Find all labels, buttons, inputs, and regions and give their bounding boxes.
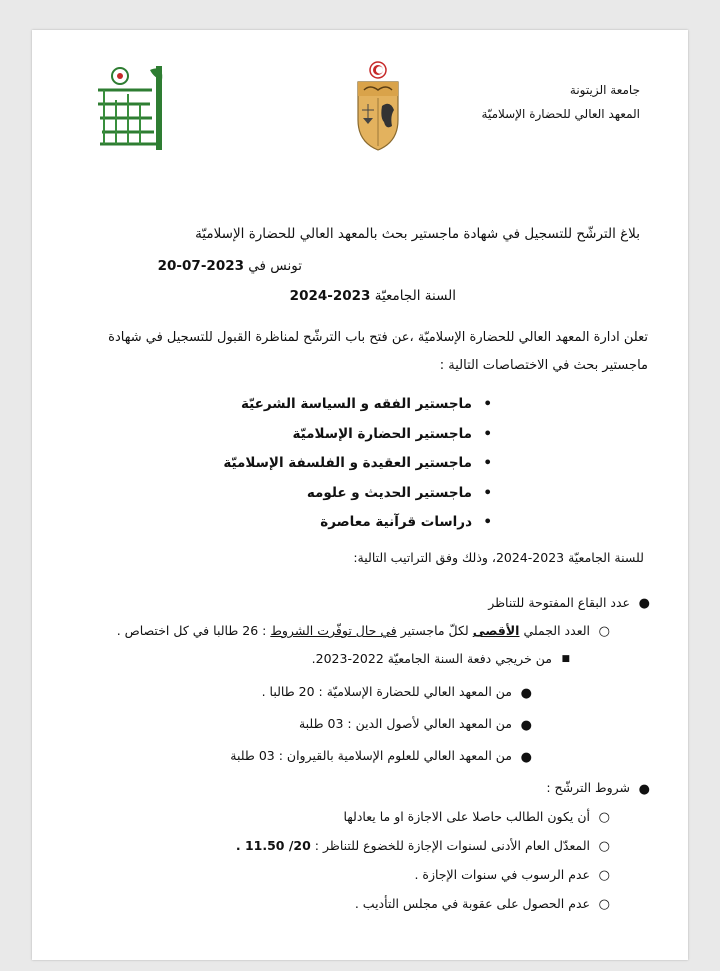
list-item: من المعهد العالي للعلوم الإسلامية بالقيروان : 03 طلبة: [230, 748, 512, 763]
list-item: عدم الحصول على عقوبة في مجلس التأديب .: [354, 896, 590, 911]
seats-total-max: الأقصى: [472, 623, 520, 638]
list-item: • ماجستير الفقه و السياسة الشرعيّة: [52, 390, 472, 420]
intro-paragraph: [42, 324, 648, 380]
min-average-value: 20/ 11.50 .: [235, 838, 311, 853]
list-item: • ماجستير الحضارة الإسلاميّة: [52, 420, 472, 450]
bullet-icon: ●: [638, 782, 650, 797]
institute-logo-icon: [92, 60, 172, 152]
majors-list: [52, 390, 498, 538]
seats-total-prefix: العدد الجملي: [523, 623, 590, 638]
list-item: • ماجستير الحديث و علومه: [52, 479, 472, 509]
academic-year: [290, 288, 456, 304]
square-bullet-icon: ■: [561, 654, 570, 664]
institute-name: المعهد العالي للحضارة الإسلاميّة: [481, 107, 640, 121]
circle-bullet-icon: ○: [598, 868, 610, 883]
graduates-line: من خريجي دفعة السنة الجامعيّة 2022-2023.: [311, 651, 552, 666]
date-value: 2023-07-20: [157, 258, 244, 274]
list-item: • دراسات قرآنية معاصرة: [52, 508, 472, 538]
circle-bullet-icon: ○: [598, 839, 610, 854]
bullet-icon: ●: [520, 718, 532, 733]
bullet-icon: ●: [520, 686, 532, 701]
university-name: جامعة الزيتونة: [569, 83, 640, 97]
list-item: من المعهد العالي للحضارة الإسلاميّة : 20 طالبا .: [261, 684, 512, 699]
seats-total-condition: في حال توفّرت الشروط: [270, 623, 397, 638]
intro-line-2: ماجستير بحث في الاختصاصات التالية :: [439, 358, 648, 373]
circle-bullet-icon: ○: [598, 624, 610, 639]
announcement-date: [158, 258, 302, 274]
academic-year-prefix: السنة الجامعيّة: [374, 288, 456, 304]
header-institution: [440, 78, 640, 126]
intro-line-1: تعلن ادارة المعهد العالي للحضارة الإسلاميّة ،عن فتح باب الترشّح لمناظرة القبول للتسجيل في شهادة: [108, 330, 648, 345]
academic-year-value: 2023-2024: [289, 288, 371, 304]
list-item: عدم الرسوب في سنوات الإجازة .: [414, 867, 590, 882]
list-item: أن يكون الطالب حاصلا على الاجازة او ما يعادلها: [343, 809, 590, 824]
list-item: • ماجستير العقيدة و الفلسفة الإسلاميّة: [52, 449, 472, 479]
bullet-icon: ●: [520, 750, 532, 765]
seats-total-mid: لكلّ ماجستير: [400, 623, 469, 638]
seats-total-count: : 26 طالبا في كل اختصاص .: [116, 623, 267, 638]
list-item: من المعهد العالي لأصول الدين : 03 طلبة: [298, 716, 512, 731]
conditions-heading: شروط الترشّح :: [546, 780, 630, 795]
document-page: [32, 30, 688, 960]
circle-bullet-icon: ○: [598, 810, 610, 825]
min-average-label: المعدّل العام الأدنى لسنوات الإجازة للخضوع للتناظر :: [314, 838, 590, 853]
date-prefix: تونس في: [248, 258, 302, 274]
circle-bullet-icon: ○: [598, 897, 610, 912]
seats-heading: عدد البقاع المفتوحة للتناظر: [488, 595, 630, 610]
bullet-icon: ●: [638, 596, 650, 611]
coat-of-arms-icon: [354, 60, 402, 152]
seats-total: [117, 623, 590, 638]
announcement-title: بلاغ الترشّح للتسجيل في شهادة ماجستير بحث بالمعهد العالي للحضارة الإسلاميّة: [195, 226, 640, 242]
list-item: [236, 838, 590, 853]
regulations-intro: للسنة الجامعيّة 2023-2024، وذلك وفق التراتيب التالية:: [353, 550, 644, 565]
